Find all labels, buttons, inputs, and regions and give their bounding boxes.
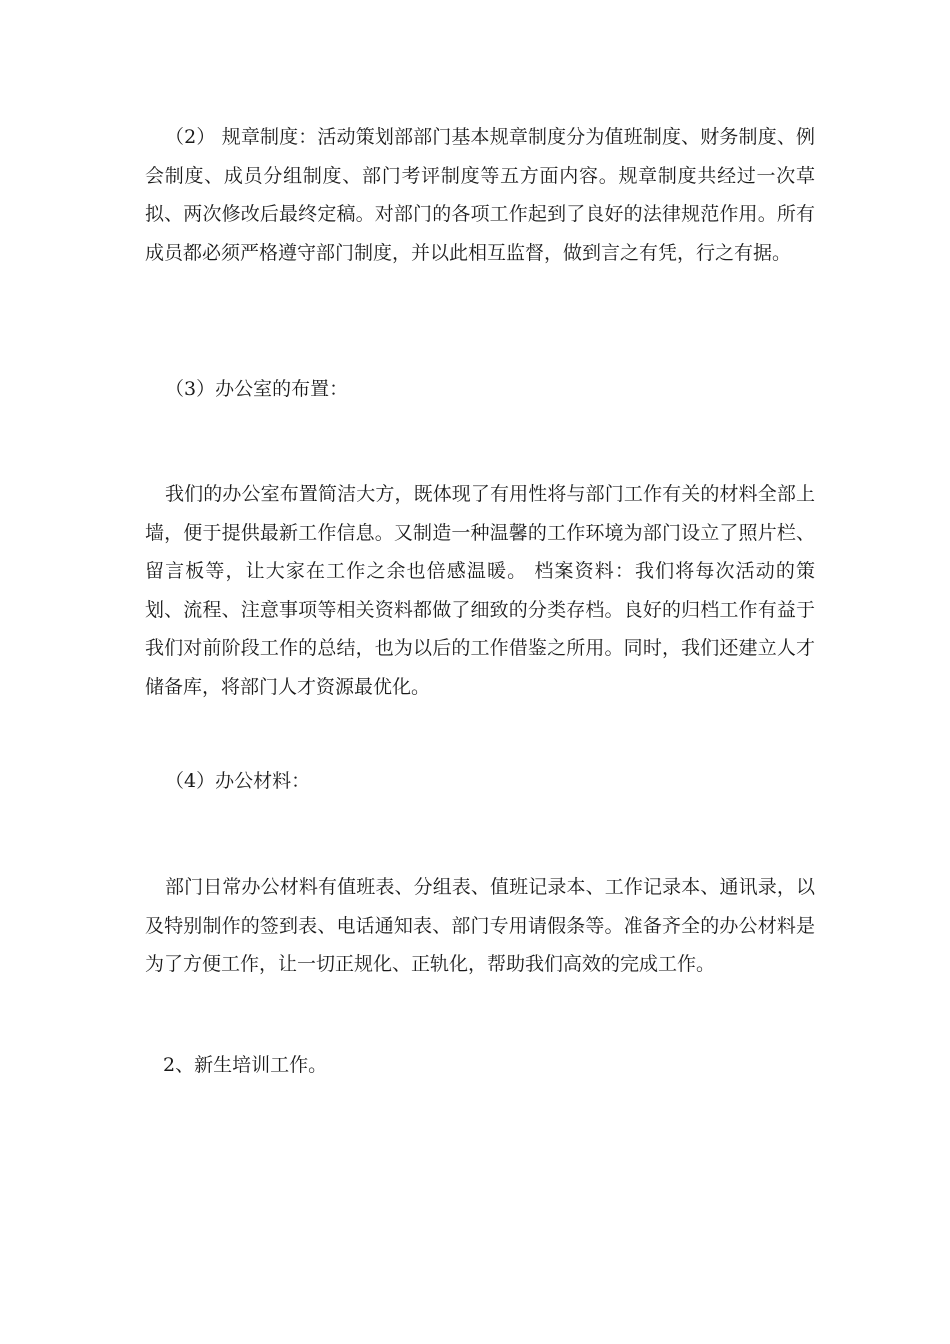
office-materials-heading: （4）办公材料： (165, 770, 311, 792)
office-layout-paragraph: 我们的办公室布置简洁大方，既体现了有用性将与部门工作有关的材料全部上墙，便于提供最新工作信息。又制造一种温馨的工作环境为部门设立了照片栏、留言板等，让大家在工作之余也倍感温暖。 档案资料：我们将每次活动的策划、流程、注意事项等相关资料都做了细致的分类存档。良好的归档工作有益于我们对前阶段工作的总结，也为以后的工作借鉴之所用。同时，我们还建立人才储备库，将部门人才资源最优化。 (145, 483, 815, 698)
office-layout-heading: （3）办公室的布置： (165, 378, 349, 400)
rules-paragraph: （2） 规章制度：活动策划部部门基本规章制度分为值班制度、财务制度、例会制度、成员分组制度、部门考评制度等五方面内容。规章制度共经过一次草拟、两次修改后最终定稿。对部门的各项工作起到了良好的法律规范作用。所有成员都必须严格遵守部门制度，并以此相互监督，做到言之有凭，行之有据。 (145, 126, 815, 264)
office-materials-paragraph: 部门日常办公材料有值班表、分组表、值班记录本、工作记录本、通讯录，以及特别制作的签到表、电话通知表、部门专用请假条等。准备齐全的办公材料是为了方便工作，让一切正规化、正轨化，帮助我们高效的完成工作。 (145, 876, 815, 975)
freshman-training-heading: 2、新生培训工作。 (163, 1054, 328, 1076)
